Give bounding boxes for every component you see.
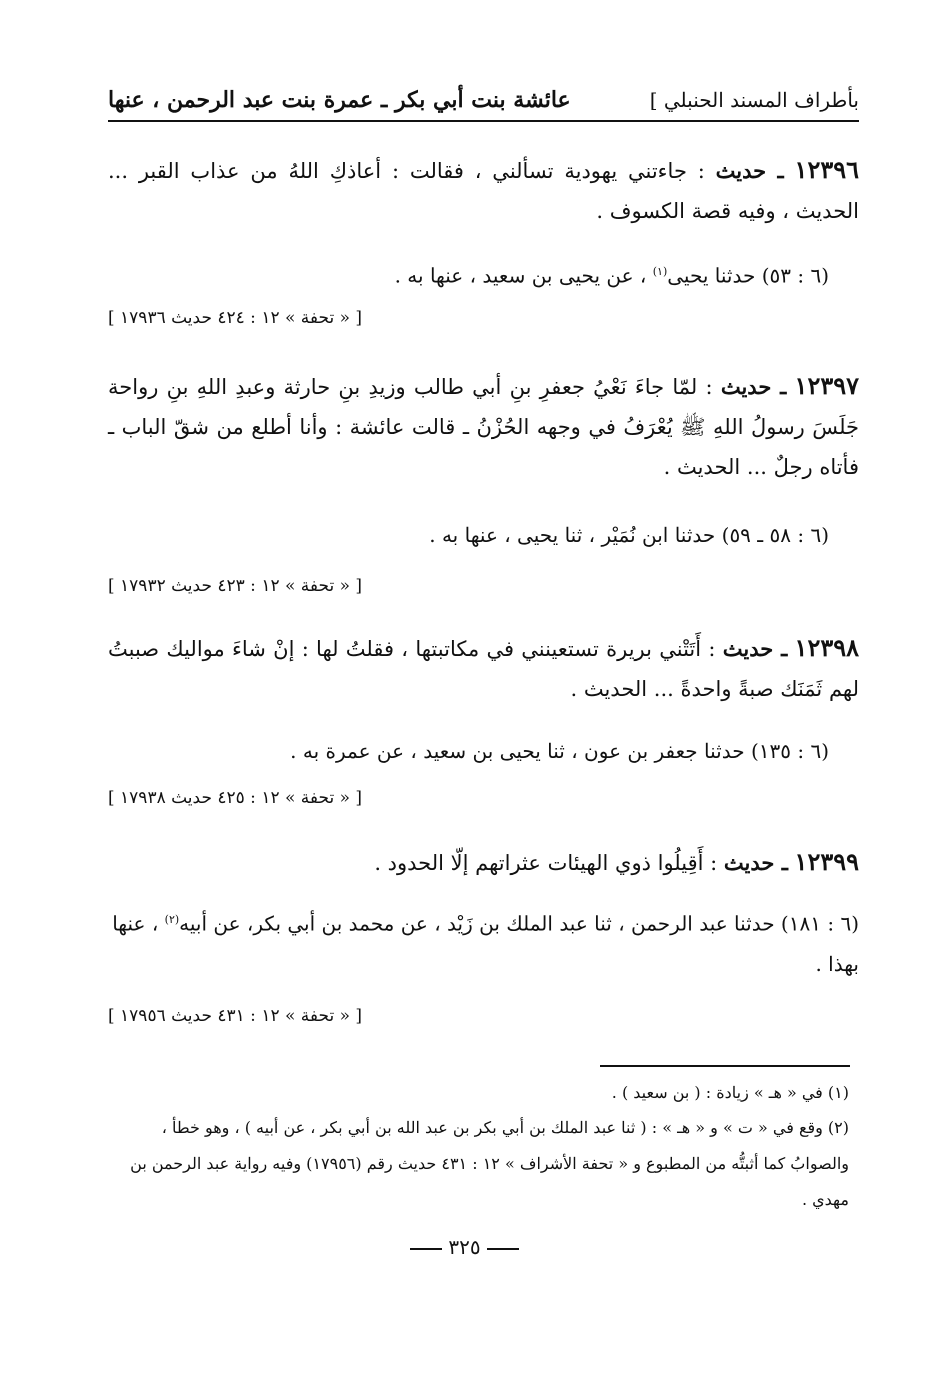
- footnote: (٢) وقع في « ت » و « هـ » : ( ثنا عبد الملك بن أبي بكر بن عبد الله بن أبي بكر ، عن أبيه ) ، وهو خطأ ، والصوابُ كما أثبتُّه من المطبوع و « تحفة الأشراف » ١٢ : ٤٣١ حديث رقم (١٧٩٥٦) وفيه رواية عبد الرحمن بن مهدي .: [130, 1118, 849, 1209]
- isnad-text: (٦ : ١٨١) حدثنا عبد الرحمن ، ثنا عبد الملك بن زَيْد ، عن محمد بن أبي بكر، عن أبيه: [179, 911, 859, 936]
- isnad-text: (٦ : ١٣٥) حدثنا جعفر بن عون ، ثنا يحيى بن سعيد ، عن عمرة به .: [290, 739, 829, 763]
- hadith-number: ١٢٣٩٩: [794, 847, 859, 876]
- running-header: [108, 80, 859, 122]
- hadith-text: : أَتَتْني بريرة تستعينني في مكاتبتها ، فقلتُ لها : إنْ شاءَ مواليك صببتُ لهم ثَمَنَك صبةً واحدةً ... الحديث .: [108, 637, 859, 701]
- page-number-text: ٣٢٥: [448, 1235, 481, 1259]
- hadith-number: ١٢٣٩٧: [794, 371, 859, 400]
- hadith-entry: [108, 366, 859, 487]
- isnad-line: [108, 900, 859, 984]
- isnad-line: [108, 731, 829, 771]
- hadith-text: : لمّا جاءَ نَعْيُ جعفرِ بنِ أبي طالب وزيدِ بنِ حارثة وعبدِ اللهِ بنِ رواحة جَلَسَ رسولُ اللهِ ﷺ يُعْرَفُ في وجهه الحُزْنُ ـ قالت عائشة : وأنا أطلع من شقّ الباب ـ فأتاه رجلٌ ... الحديث .: [108, 375, 859, 479]
- tuhfa-reference: [ « تحفة » ١٢ : ٤٢٥ حديث ١٧٩٣٨ ]: [108, 788, 363, 808]
- isnad-rest: ، عنها بهذا .: [112, 911, 859, 976]
- dash-left: [410, 1248, 442, 1250]
- footnote-separator: [600, 1065, 850, 1067]
- footnote: (١) في « هـ » زيادة : ( بن سعيد ) .: [611, 1083, 849, 1102]
- isnad-text: (٦ : ٥٨ ـ ٥٩) حدثنا ابن نُمَيْر ، ثنا يحيى ، عنها به .: [429, 523, 829, 547]
- hadith-label: ـ حديث: [715, 158, 784, 183]
- page-number: [0, 1235, 929, 1259]
- hadith-label: ـ حديث: [720, 374, 787, 399]
- header-section-title: عائشة بنت أبي بكر ـ عمرة بنت عبد الرحمن ، عنها: [108, 87, 571, 113]
- isnad-line: [108, 515, 829, 555]
- hadith-entry: [108, 628, 859, 709]
- tuhfa-reference: [ « تحفة » ١٢ : ٤٢٤ حديث ١٧٩٣٦ ]: [108, 308, 363, 328]
- hadith-text: : جاءتني يهودية تسألني ، فقالت : أعاذكِ اللهُ من عذاب القبر ... الحديث ، وفيه قصة الكسوف .: [108, 159, 859, 223]
- hadith-label: ـ حديث: [723, 850, 788, 875]
- hadith-number: ١٢٣٩٨: [794, 633, 859, 662]
- hadith-number: ١٢٣٩٦: [794, 155, 859, 184]
- hadith-label: ـ حديث: [722, 636, 788, 661]
- hadith-text: : أَقِيلُوا ذوي الهيئات عثراتهم إلّا الحدود .: [374, 851, 718, 875]
- footnote-marker: (٢): [164, 913, 180, 926]
- isnad-text: (٦ : ٥٣) حدثنا يحيى: [667, 263, 829, 288]
- hadith-entry: [108, 150, 859, 231]
- footnote-marker: (١): [652, 265, 668, 278]
- tuhfa-reference: [ « تحفة » ١٢ : ٤٣١ حديث ١٧٩٥٦ ]: [108, 1006, 363, 1026]
- tuhfa-reference: [ « تحفة » ١٢ : ٤٢٣ حديث ١٧٩٣٢ ]: [108, 576, 363, 596]
- hadith-entry: [108, 842, 859, 883]
- header-book-title: بأطراف المسند الحنبلي ]: [649, 88, 859, 112]
- dash-right: [487, 1248, 519, 1250]
- isnad-rest: ، عن يحيى بن سعيد ، عنها به .: [394, 263, 647, 288]
- isnad-line: [108, 252, 829, 296]
